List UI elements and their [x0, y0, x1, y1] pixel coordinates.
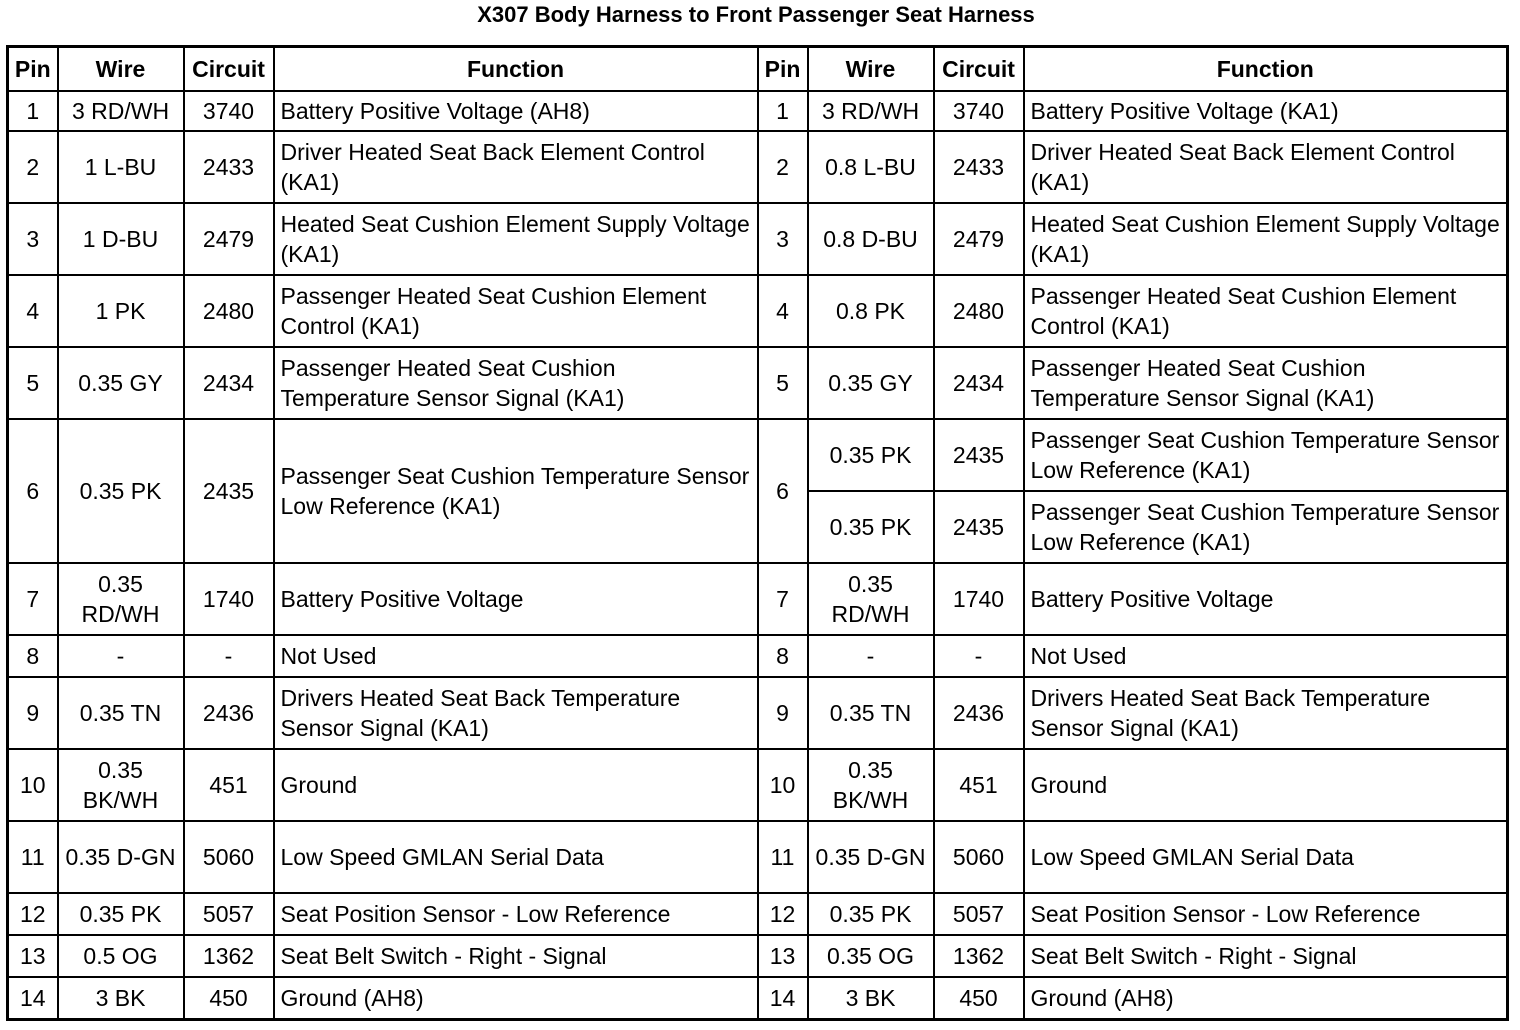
table-row: [8, 131, 1508, 203]
pin-cell: 9: [758, 677, 808, 749]
function-cell: Seat Belt Switch - Right - Signal: [274, 935, 758, 977]
header-pin-left: Pin: [8, 47, 58, 92]
table-row: [8, 419, 1508, 491]
function-cell: Passenger Heated Seat Cushion Temperature Sensor Signal (KA1): [1024, 347, 1508, 419]
function-cell: Not Used: [1024, 635, 1508, 677]
function-cell: Battery Positive Voltage: [274, 563, 758, 635]
pin-cell: 1: [8, 91, 58, 131]
function-cell: Passenger Heated Seat Cushion Element Control (KA1): [274, 275, 758, 347]
pin-cell: 4: [8, 275, 58, 347]
function-cell: Battery Positive Voltage (KA1): [1024, 91, 1508, 131]
circuit-cell: 2433: [184, 131, 274, 203]
function-cell: Ground (AH8): [274, 977, 758, 1019]
wire-cell: 0.35 RD/WH: [808, 563, 934, 635]
pin-cell: 11: [8, 821, 58, 893]
circuit-cell: 5060: [934, 821, 1024, 893]
header-circuit-left: Circuit: [184, 47, 274, 92]
table-row: [8, 563, 1508, 635]
wire-cell: 3 BK: [808, 977, 934, 1019]
table-row: [8, 635, 1508, 677]
function-cell: Low Speed GMLAN Serial Data: [274, 821, 758, 893]
pin-cell: 8: [758, 635, 808, 677]
pin-cell: 12: [8, 893, 58, 935]
table-row: [8, 977, 1508, 1019]
circuit-cell: 2434: [934, 347, 1024, 419]
pin-cell: 13: [758, 935, 808, 977]
header-wire-left: Wire: [58, 47, 184, 92]
function-cell: Ground (AH8): [1024, 977, 1508, 1019]
wire-cell: -: [58, 635, 184, 677]
table-row: [8, 935, 1508, 977]
header-circuit-right: Circuit: [934, 47, 1024, 92]
function-cell: Ground: [274, 749, 758, 821]
pin-cell: 2: [8, 131, 58, 203]
function-cell: Drivers Heated Seat Back Temperature Sensor Signal (KA1): [1024, 677, 1508, 749]
circuit-cell: 1740: [184, 563, 274, 635]
wire-cell: 1 L-BU: [58, 131, 184, 203]
circuit-cell: 2480: [184, 275, 274, 347]
pin-cell: 11: [758, 821, 808, 893]
pin-cell: 13: [8, 935, 58, 977]
circuit-cell: 2434: [184, 347, 274, 419]
wire-cell: 0.35 BK/WH: [808, 749, 934, 821]
pin-cell: 7: [758, 563, 808, 635]
circuit-cell: 3740: [934, 91, 1024, 131]
pin-cell: 4: [758, 275, 808, 347]
table-row: [8, 275, 1508, 347]
circuit-cell: 2435: [934, 419, 1024, 491]
connector-pinout-table: [6, 45, 1509, 1021]
wire-cell: 0.35 D-GN: [808, 821, 934, 893]
circuit-cell: 1362: [934, 935, 1024, 977]
wire-cell: 3 BK: [58, 977, 184, 1019]
function-cell: Passenger Seat Cushion Temperature Sensor Low Reference (KA1): [274, 419, 758, 563]
wire-cell: 1 PK: [58, 275, 184, 347]
function-cell: Low Speed GMLAN Serial Data: [1024, 821, 1508, 893]
wire-cell: 0.35 TN: [808, 677, 934, 749]
function-cell: Passenger Heated Seat Cushion Element Control (KA1): [1024, 275, 1508, 347]
header-wire-right: Wire: [808, 47, 934, 92]
header-function-right: Function: [1024, 47, 1508, 92]
circuit-cell: 5057: [934, 893, 1024, 935]
function-cell: Driver Heated Seat Back Element Control (KA1): [1024, 131, 1508, 203]
table-row: [8, 749, 1508, 821]
function-cell: Not Used: [274, 635, 758, 677]
wire-cell: 0.8 D-BU: [808, 203, 934, 275]
wire-cell: 0.35 PK: [58, 419, 184, 563]
pin-cell: 14: [758, 977, 808, 1019]
header-function-left: Function: [274, 47, 758, 92]
circuit-cell: -: [184, 635, 274, 677]
wire-cell: 0.35 OG: [808, 935, 934, 977]
function-cell: Driver Heated Seat Back Element Control (KA1): [274, 131, 758, 203]
page-title: X307 Body Harness to Front Passenger Seat Harness: [477, 2, 1035, 27]
wire-cell: 0.35 D-GN: [58, 821, 184, 893]
circuit-cell: 2433: [934, 131, 1024, 203]
circuit-cell: 2435: [934, 491, 1024, 563]
circuit-cell: 5057: [184, 893, 274, 935]
circuit-cell: 451: [184, 749, 274, 821]
pin-cell: 14: [8, 977, 58, 1019]
wire-cell: 0.35 GY: [808, 347, 934, 419]
wire-cell: 0.8 PK: [808, 275, 934, 347]
circuit-cell: 2479: [184, 203, 274, 275]
pin-cell: 7: [8, 563, 58, 635]
function-cell: Seat Belt Switch - Right - Signal: [1024, 935, 1508, 977]
function-cell: Heated Seat Cushion Element Supply Voltage (KA1): [1024, 203, 1508, 275]
wire-cell: 0.35 PK: [808, 491, 934, 563]
table-row: [8, 821, 1508, 893]
wire-cell: 0.35 GY: [58, 347, 184, 419]
wire-cell: 0.35 PK: [808, 419, 934, 491]
function-cell: Seat Position Sensor - Low Reference: [274, 893, 758, 935]
circuit-cell: 2479: [934, 203, 1024, 275]
pin-cell: 9: [8, 677, 58, 749]
pin-cell: 5: [8, 347, 58, 419]
table-row: [8, 91, 1508, 131]
function-cell: Seat Position Sensor - Low Reference: [1024, 893, 1508, 935]
circuit-cell: 2480: [934, 275, 1024, 347]
circuit-cell: 5060: [184, 821, 274, 893]
pin-cell: 1: [758, 91, 808, 131]
table-row: [8, 677, 1508, 749]
wire-cell: 3 RD/WH: [808, 91, 934, 131]
pin-cell: 10: [8, 749, 58, 821]
wire-cell: -: [808, 635, 934, 677]
circuit-cell: 2435: [184, 419, 274, 563]
pin-cell: 8: [8, 635, 58, 677]
circuit-cell: 1362: [184, 935, 274, 977]
function-cell: Battery Positive Voltage (AH8): [274, 91, 758, 131]
circuit-cell: 451: [934, 749, 1024, 821]
function-cell: Ground: [1024, 749, 1508, 821]
function-cell: Heated Seat Cushion Element Supply Voltage (KA1): [274, 203, 758, 275]
pin-cell: 12: [758, 893, 808, 935]
circuit-cell: 2436: [184, 677, 274, 749]
function-cell: Drivers Heated Seat Back Temperature Sensor Signal (KA1): [274, 677, 758, 749]
wire-cell: 0.35 BK/WH: [58, 749, 184, 821]
pin-cell: 6: [758, 419, 808, 563]
function-cell: Passenger Seat Cushion Temperature Sensor Low Reference (KA1): [1024, 419, 1508, 491]
header-row: [8, 47, 1508, 92]
circuit-cell: 450: [184, 977, 274, 1019]
circuit-cell: 1740: [934, 563, 1024, 635]
circuit-cell: -: [934, 635, 1024, 677]
pin-cell: 5: [758, 347, 808, 419]
pin-cell: 3: [8, 203, 58, 275]
function-cell: Passenger Seat Cushion Temperature Sensor Low Reference (KA1): [1024, 491, 1508, 563]
wire-cell: 0.35 PK: [808, 893, 934, 935]
wire-cell: 0.35 RD/WH: [58, 563, 184, 635]
wire-cell: 1 D-BU: [58, 203, 184, 275]
pin-cell: 2: [758, 131, 808, 203]
pin-cell: 10: [758, 749, 808, 821]
pin-cell: 6: [8, 419, 58, 563]
wire-cell: 3 RD/WH: [58, 91, 184, 131]
wire-cell: 0.8 L-BU: [808, 131, 934, 203]
table-row: [8, 347, 1508, 419]
wire-cell: 0.5 OG: [58, 935, 184, 977]
function-cell: Battery Positive Voltage: [1024, 563, 1508, 635]
wire-cell: 0.35 PK: [58, 893, 184, 935]
table-row: [8, 893, 1508, 935]
circuit-cell: 3740: [184, 91, 274, 131]
wire-cell: 0.35 TN: [58, 677, 184, 749]
header-pin-right: Pin: [758, 47, 808, 92]
pin-cell: 3: [758, 203, 808, 275]
circuit-cell: 450: [934, 977, 1024, 1019]
function-cell: Passenger Heated Seat Cushion Temperature Sensor Signal (KA1): [274, 347, 758, 419]
circuit-cell: 2436: [934, 677, 1024, 749]
table-row: [8, 203, 1508, 275]
